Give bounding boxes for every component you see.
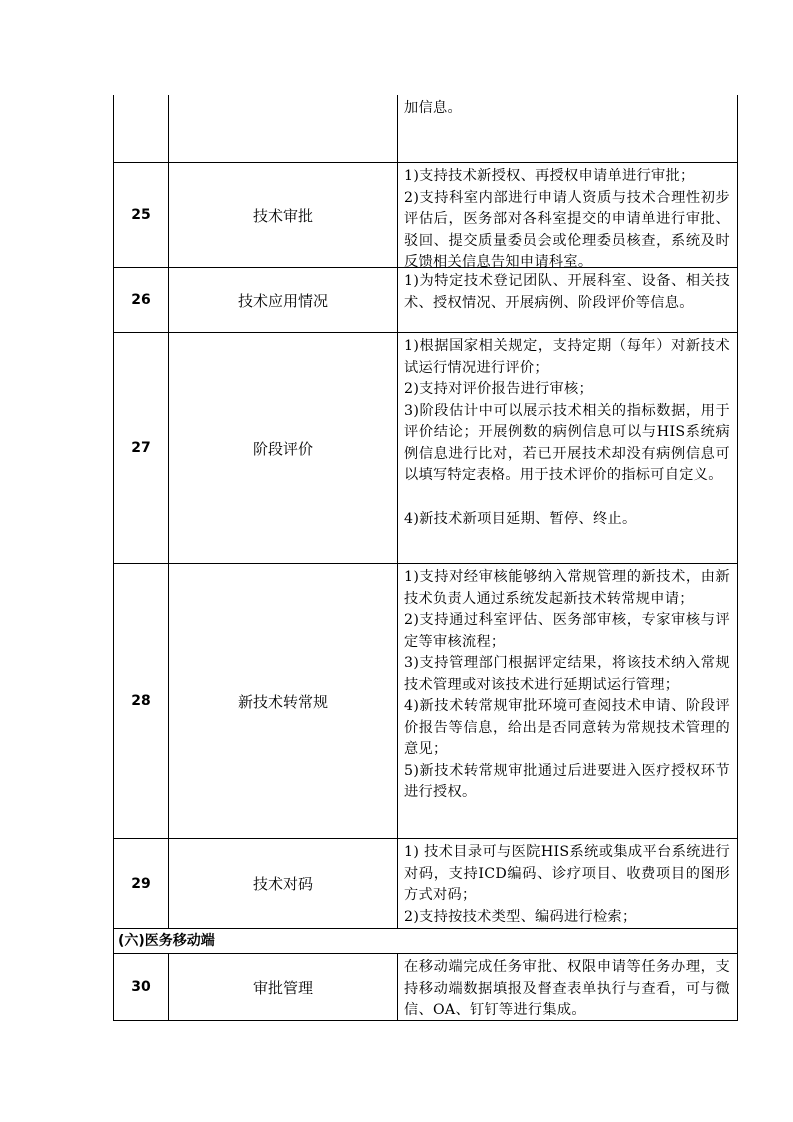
description-item: 1)为特定技术登记团队、开展科室、设备、相关技术、授权情况、开展病例、阶段评价等信息。	[404, 273, 730, 311]
row-description	[398, 163, 734, 270]
row-function-name: 技术审批	[169, 163, 398, 267]
description-item: 5)新技术转常规审批通过后进要进入医疗授权环节进行授权。	[404, 762, 730, 800]
row-function-name	[169, 95, 398, 162]
row-function-name: 技术应用情况	[169, 268, 398, 332]
table-row	[114, 162, 737, 270]
row-function-name: 审批管理	[169, 954, 398, 1020]
table-row	[114, 267, 737, 332]
row-function-name: 技术对码	[169, 839, 398, 928]
table-row	[114, 95, 737, 162]
description-item: 2)支持按技术类型、编码进行检索；	[404, 908, 637, 925]
description-item: 1) 技术目录可与医院HIS系统或集成平台系统进行对码，支持ICD编码、诊疗项目、收费项目的图形方式对码；	[404, 844, 730, 903]
row-number: 26	[114, 268, 169, 332]
description-item: 1)支持技术新授权、再授权申请单进行审批；	[404, 168, 695, 184]
row-number	[114, 95, 169, 162]
table-row	[114, 332, 737, 563]
section-header: (六)医务移动端	[114, 928, 737, 953]
description-item: 2)支持科室内部进行申请人资质与技术合理性初步评估后，医务部对各科室提交的申请单进行审批、驳回、提交质量委员会或伦理委员核查，系统及时反馈相关信息告知申请科室。	[404, 189, 730, 270]
row-description	[398, 333, 734, 563]
row-number: 27	[114, 333, 169, 563]
description-item: 4)新技术新项目延期、暂停、终止。	[404, 510, 637, 527]
description-item: 2)支持对评价报告进行审核；	[404, 381, 594, 397]
table-row	[114, 563, 737, 838]
description-item: 1)支持对经审核能够纳入常规管理的新技术，由新技术负责人通过系统发起新技术转常规申请；	[404, 569, 730, 607]
row-number: 30	[114, 954, 169, 1020]
description-item: 4)新技术转常规审批环境可查阅技术申请、阶段评价报告等信息，给出是否同意转为常规技术管理的意见；	[404, 698, 730, 757]
row-description	[398, 839, 734, 928]
requirements-table	[113, 95, 738, 1021]
row-description	[398, 268, 734, 332]
row-description	[398, 954, 734, 1020]
row-description	[398, 564, 734, 838]
description-item: 2)支持通过科室评估、医务部审核，专家审核与评定等审核流程；	[404, 612, 730, 650]
row-function-name: 阶段评价	[169, 333, 398, 563]
description-item: 1)根据国家相关规定，支持定期（每年）对新技术试运行情况进行评价；	[404, 338, 730, 376]
row-number: 28	[114, 564, 169, 838]
table-row	[114, 838, 737, 928]
row-function-name: 新技术转常规	[169, 564, 398, 838]
row-number: 29	[114, 839, 169, 928]
description-item: 3)阶段估计中可以展示技术相关的指标数据，用于评价结论；开展例数的病例信息可以与HIS系统病例信息进行比对，若已开展技术却没有病例信息可以填写特定表格。用于技术评价的指标可自定义。	[404, 402, 730, 483]
table-row	[114, 953, 737, 1020]
description-item: 在移动端完成任务审批、权限申请等任务办理，支持移动端数据填报及督查表单执行与查看，可与微信、OA、钉钉等进行集成。	[404, 959, 730, 1018]
description-item: 加信息。	[404, 100, 462, 116]
description-item: 3)支持管理部门根据评定结果，将该技术纳入常规技术管理或对该技术进行延期试运行管理；	[404, 655, 730, 693]
row-number: 25	[114, 163, 169, 267]
row-description	[398, 95, 734, 162]
